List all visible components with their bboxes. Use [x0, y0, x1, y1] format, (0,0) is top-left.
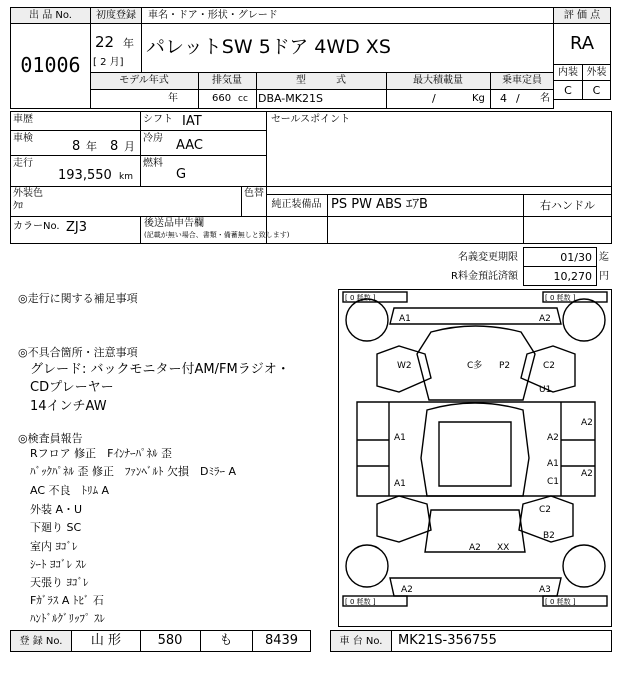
damage-mark: A2 — [401, 585, 413, 595]
type-label: 型 式 — [296, 75, 346, 86]
interior-label-cell — [553, 64, 583, 81]
recycle-unit: 円 — [599, 271, 609, 282]
inspector-line: ﾊﾞｯｸﾊﾟﾈﾙ 歪 修正 ﾌｧﾝﾍﾞﾙﾄ 欠損 Dﾐﾗｰ A — [30, 465, 236, 478]
grade-value-cell — [553, 23, 611, 65]
reg-label-cell — [10, 630, 72, 652]
left-rear-side — [377, 496, 431, 542]
grade-label-cell — [553, 7, 611, 24]
tire-rear-left — [346, 545, 388, 587]
door-dividers — [357, 440, 595, 466]
damage-mark: C1 — [547, 477, 560, 487]
car-name: パレットSW 5ドア 4WD XS — [146, 36, 391, 58]
exterior-color-label: 外装色 — [13, 188, 43, 199]
inspector-line: 室内 ﾖｺﾞﾚ — [30, 540, 78, 553]
mileage-unit: km — [119, 172, 133, 182]
model-year-label: モデル年式 — [119, 75, 169, 86]
damage-mark: C2 — [539, 505, 552, 515]
inspector-line: 下廻り SC — [30, 521, 82, 534]
car-body-diagram — [339, 290, 611, 626]
inspection-month-unit: 月 — [124, 140, 135, 153]
damage-mark: P2 — [499, 361, 511, 371]
color-no-value: ZJ3 — [66, 220, 88, 235]
damage-mark: W2 — [397, 361, 412, 371]
inspector-line: ｼｰﾄ ﾖｺﾞﾚ ｽﾚ — [30, 558, 87, 571]
deadline-value: 01/30 — [560, 251, 592, 264]
interior-grade-cell — [553, 80, 583, 100]
damage-diagram — [338, 289, 612, 627]
damage-mark: XX — [497, 543, 510, 553]
tire-depth-label: [ 0 粍数 ] — [345, 598, 376, 606]
damage-mark: A2 — [581, 418, 593, 428]
lot-number: 01006 — [20, 53, 81, 77]
name-label: 車名・ドア・形状・グレード — [148, 10, 278, 21]
inspection-month: 8 — [110, 139, 119, 154]
shift-value: IAT — [182, 114, 202, 129]
lot-label-cell — [10, 7, 91, 24]
damage-mark: C2 — [543, 361, 556, 371]
roof-panel — [439, 422, 511, 486]
mileage-label: 走行 — [13, 158, 33, 169]
tire-depth-label: [ 0 粍数 ] — [545, 598, 576, 606]
defect-line: 14インチAW — [30, 399, 107, 414]
driving-notes-header: ◎走行に関する補足事項 — [18, 292, 138, 305]
exterior-grade-cell — [582, 80, 611, 100]
damage-mark: A1 — [394, 433, 406, 443]
damage-mark: A2 — [469, 543, 481, 553]
first-reg-year: 22 — [95, 33, 115, 51]
inspector-line: ﾊﾝﾄﾞﾙｸﾞﾘｯﾌﾟ ｽﾚ — [30, 612, 105, 625]
aftermarket-note: (記載が無い場合、書類・備蓄無しと致します) — [144, 231, 290, 239]
inspector-header: ◎検査員報告 — [18, 432, 83, 445]
deadline-unit: 迄 — [599, 252, 609, 263]
grade-label: 評 価 点 — [563, 10, 601, 21]
displacement-value: 660 — [212, 93, 232, 104]
chassis-label-cell — [330, 630, 392, 652]
inspector-line: 外装 A・U — [30, 503, 83, 516]
ac-value: AAC — [176, 138, 203, 153]
displacement-label: 排気量 — [212, 75, 242, 86]
name-label-cell — [141, 7, 554, 24]
recycle-value-cell — [523, 266, 597, 286]
reg-kana: も — [219, 633, 233, 648]
front-bumper — [390, 308, 561, 324]
lot-label: 出 品 No. — [29, 10, 72, 21]
overall-grade: RA — [569, 33, 595, 54]
color-no-label: カラーNo. — [13, 221, 60, 232]
car-name-cell — [141, 23, 554, 73]
damage-mark: A1 — [399, 314, 411, 324]
model-year-unit: 年 — [168, 93, 178, 104]
equipment-label: 純正装備品 — [271, 199, 322, 210]
rear-bumper — [390, 578, 561, 596]
max-load-unit: Kg — [472, 93, 485, 104]
side-dividers — [389, 402, 561, 496]
cabin-roof — [421, 403, 529, 496]
inspection-label: 車検 — [13, 133, 33, 144]
history-label: 車歴 — [13, 114, 33, 125]
damage-mark: A1 — [394, 479, 406, 489]
interior-grade: C — [564, 84, 572, 97]
defect-line: CDプレーヤー — [30, 380, 114, 395]
max-load-slash: / — [432, 92, 436, 105]
tire-front-left — [346, 299, 388, 341]
type-value: DBA-MK21S — [258, 92, 323, 105]
first-reg-label-cell — [90, 7, 142, 24]
first-reg-month: [ 2 月] — [93, 57, 124, 68]
interior-label: 内装 — [558, 67, 578, 78]
inspector-line: Rフロア 修正 Fｲﾝﾅｰﾊﾟﾈﾙ 歪 — [30, 447, 172, 460]
first-reg-value-cell — [90, 23, 142, 73]
recycle-label: R料金預託済額 — [451, 271, 518, 282]
fuel-value: G — [176, 167, 187, 182]
displacement-unit: cc — [238, 94, 248, 104]
damage-mark: A3 — [539, 585, 551, 595]
fuel-label: 燃料 — [143, 158, 163, 169]
chassis-label: 車 台 No. — [339, 636, 383, 647]
reg-label: 登 録 No. — [19, 636, 63, 647]
sales-point-label: セールスポイント — [271, 114, 351, 125]
damage-mark: C多 — [467, 361, 483, 371]
exterior-grade: C — [592, 84, 601, 97]
exterior-label: 外装 — [586, 67, 607, 78]
chassis-value: MK21S-356755 — [398, 633, 497, 648]
tire-depth-label: [ 0 粍数 ] — [345, 294, 376, 302]
color-change-label: 色替 — [244, 188, 264, 199]
ac-label: 冷房 — [143, 133, 163, 144]
capacity-unit: 名 — [540, 93, 550, 104]
inspector-line: 天張り ﾖｺﾞﾚ — [30, 576, 89, 589]
damage-mark: A2 — [547, 433, 559, 443]
damage-mark: A2 — [539, 314, 551, 324]
inspector-line: Fｶﾞﾗｽ A ﾄﾋﾞ 石 — [30, 594, 104, 607]
recycle-value: 10,270 — [553, 270, 592, 283]
inspection-year: 8 — [72, 139, 81, 154]
max-load-label: 最大積載量 — [413, 75, 463, 86]
damage-mark: B2 — [543, 531, 555, 541]
reg-place: 山 形 — [90, 633, 122, 648]
handle-value: 右ハンドル — [540, 199, 595, 212]
reg-class: 580 — [157, 633, 183, 648]
inspector-line: AC 不良 ﾄﾘﾑ A — [30, 484, 110, 497]
tire-front-right — [563, 299, 605, 341]
inspection-year-unit: 年 — [86, 140, 97, 153]
defect-header: ◎不具合箇所・注意事項 — [18, 346, 138, 359]
aftermarket-label: 後送品申告欄 — [144, 218, 204, 229]
exterior-label-cell — [582, 64, 611, 81]
equipment-value: PS PW ABS ｴｱB — [331, 197, 428, 212]
tire-rear-right — [563, 545, 605, 587]
deadline-value-cell — [523, 247, 597, 267]
damage-mark: A1 — [547, 459, 559, 469]
lot-number-cell — [10, 23, 91, 109]
mileage-value: 193,550 — [58, 168, 112, 183]
damage-mark: U1 — [539, 385, 552, 395]
shift-label: シフト — [143, 114, 173, 125]
first-reg-year-unit: 年 — [123, 37, 134, 50]
deadline-label: 名義変更期限 — [458, 252, 518, 263]
damage-mark: A2 — [581, 469, 593, 479]
exterior-color-value: ｸﾛ — [13, 201, 23, 212]
capacity-slash: / — [516, 92, 520, 105]
first-reg-label: 初度登録 — [96, 10, 136, 21]
capacity-label: 乗車定員 — [502, 75, 542, 86]
defect-line: グレード: バックモニター付AM/FMラジオ・ — [30, 362, 290, 377]
capacity-value: 4 — [500, 92, 507, 105]
reg-number: 8439 — [264, 633, 299, 648]
body-side-block — [357, 402, 595, 496]
tire-depth-label: [ 0 粍数 ] — [545, 294, 576, 302]
